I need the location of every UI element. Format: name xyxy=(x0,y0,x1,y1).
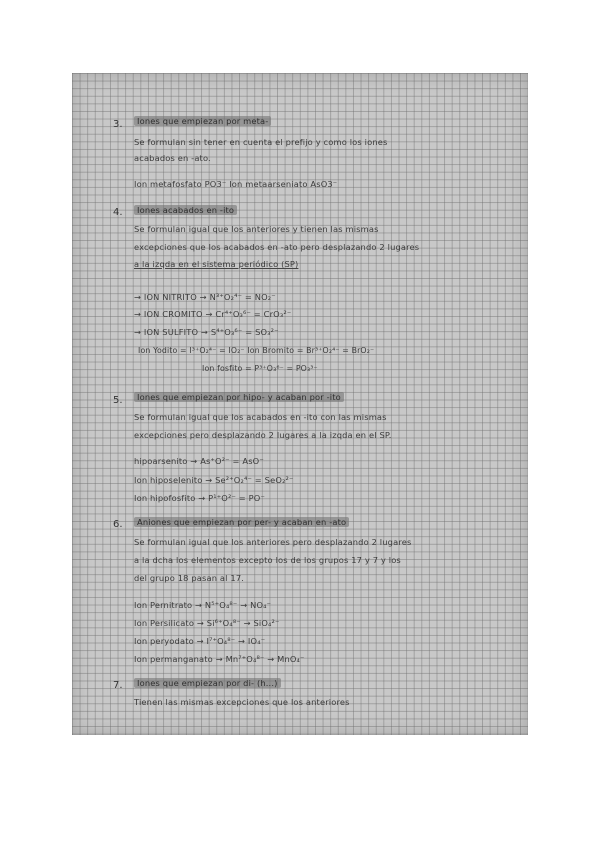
formula-line: Ion Yodito = I³⁺O₂⁴⁻ = IO₂⁻ Ion Bromito = Br³⁺O₂⁴⁻ = BrO₂⁻ xyxy=(138,346,375,355)
section-number: 7. xyxy=(113,680,123,691)
section-heading: Iones acabados en -ito xyxy=(134,205,237,215)
text-line: Tienen las mismas excepciones que los anteriores xyxy=(134,697,350,707)
text-line: excepciones que los acabados en -ato pero desplazando 2 lugares xyxy=(134,242,420,252)
text-line: del grupo 18 pasan al 17. xyxy=(134,573,245,583)
text-line: a la dcha los elementos excepto los de los grupos 17 y 7 y los xyxy=(134,555,401,565)
text-line: acabados en -ato. xyxy=(134,153,211,163)
formula-line: Ion peryodato → I⁷⁺O₄⁸⁻ → IO₄⁻ xyxy=(134,636,266,646)
formula-line: Ion hipofosfito → P¹⁺O²⁻ = PO⁻ xyxy=(134,493,266,503)
text-line: Se formulan igual que los anteriores y tienen las mismas xyxy=(134,224,379,234)
formula-line: Ion permanganato → Mn⁷⁺O₄⁸⁻ → MnO₄⁻ xyxy=(134,654,305,664)
section-heading: Iones que empiezan por hipo- y acaban por -ito xyxy=(134,392,344,402)
formula-line: Ion Persilicato → Si⁶⁺O₄⁸⁻ → SiO₄²⁻ xyxy=(134,618,280,628)
text-line: Ion metafosfato PO3⁻ Ion metaarseniato AsO3⁻ xyxy=(134,179,338,189)
text-line: a la izqda en el sistema periódico (SP) xyxy=(134,259,299,269)
formula-line: Ion Pernitrato → N⁵⁺O₄⁸⁻ → NO₄⁻ xyxy=(134,600,272,610)
text-line: Se formulan igual que los anteriores pero desplazando 2 lugares xyxy=(134,537,412,547)
section-heading: Iones que empiezan por di- (h...) xyxy=(134,678,281,688)
section-number: 6. xyxy=(113,519,123,530)
formula-line: → ION SULFITO → S⁴⁺O₃⁶⁻ = SO₃²⁻ xyxy=(134,327,279,337)
text-line: Se formulan igual que los acabados en -ito con las mismas xyxy=(134,412,387,422)
formula-line: hipoarsenito → As⁺O²⁻ = AsO⁻ xyxy=(134,456,264,466)
formula-line: → ION CROMITO → Cr⁴⁺O₃⁶⁻ = CrO₃²⁻ xyxy=(134,309,292,319)
section-heading: Iones que empiezan por meta- xyxy=(134,116,271,126)
section-number: 3. xyxy=(113,119,123,130)
formula-line: Ion fosfito = P³⁺O₃⁶⁻ = PO₃³⁻ xyxy=(202,364,318,373)
section-number: 5. xyxy=(113,395,123,406)
section-heading: Aniones que empiezan por per- y acaban en -ato xyxy=(134,517,349,527)
text-line: excepciones pero desplazando 2 lugares a la izqda en el SP. xyxy=(134,430,392,440)
notebook-page xyxy=(72,73,528,735)
text-line: Se formulan sin tener en cuenta el prefijo y como los iones xyxy=(134,137,388,147)
section-number: 4. xyxy=(113,207,123,218)
formula-line: Ion hiposelenito → Se²⁺O₂⁴⁻ = SeO₂²⁻ xyxy=(134,475,294,485)
formula-line: → ION NITRITO → N³⁺O₂⁴⁻ = NO₂⁻ xyxy=(134,292,276,302)
